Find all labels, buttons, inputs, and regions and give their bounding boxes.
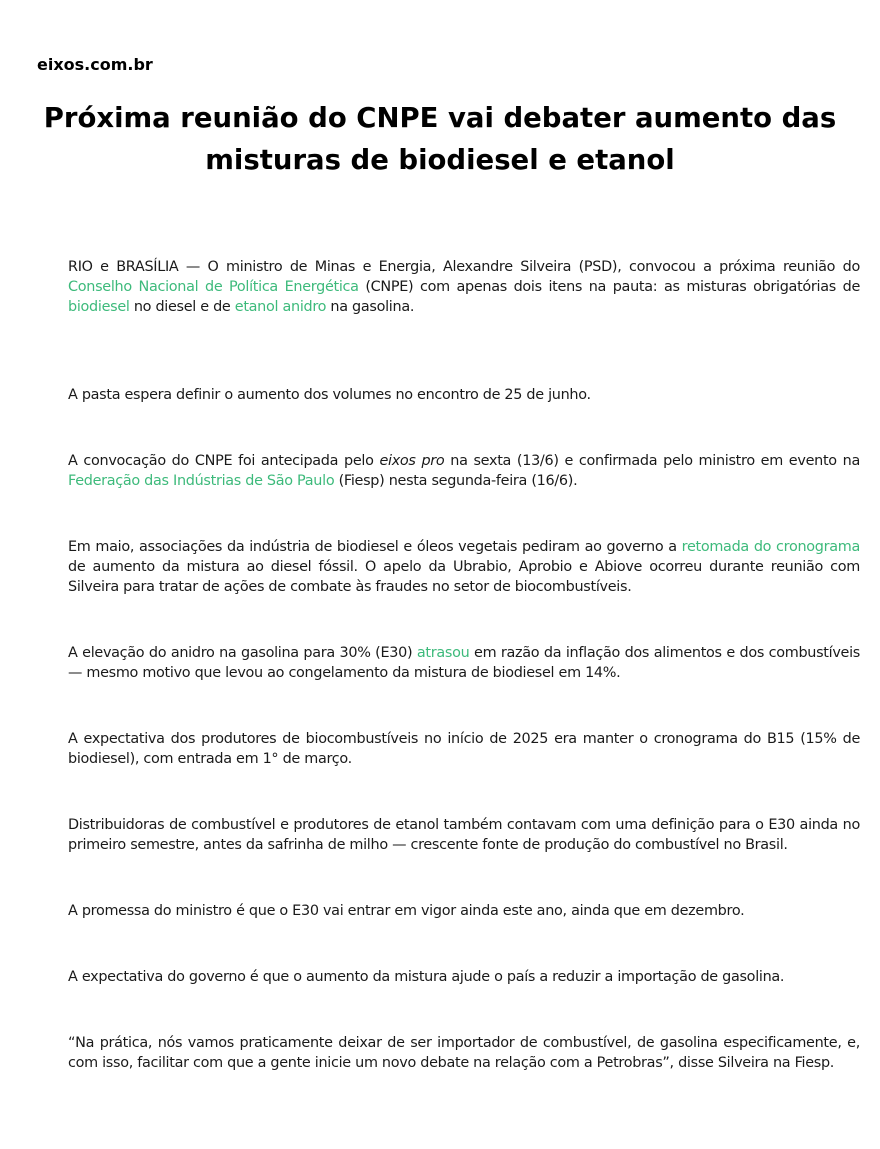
link-cnpe[interactable]: Conselho Nacional de Política Energética	[68, 279, 359, 295]
link-etanol-anidro[interactable]: etanol anidro	[234, 299, 327, 315]
paragraph-7: Distribuidoras de combustível e produtores de etanol também contavam com uma definição para o E30 ainda no primeiro semestre, antes da safrinha de milho — crescente fonte de produção do combustível no Brasil.	[68, 817, 860, 853]
paragraph-1-text-a: RIO e BRASÍLIA — O ministro de Minas e Energia, Alexandre Silveira (PSD), convocou a próxima reunião do	[68, 259, 860, 275]
paragraph-1-text-c: no diesel e de	[129, 299, 235, 315]
paragraph-5-text-b: em razão da inflação dos alimentos e dos combustíveis — mesmo motivo que levou ao congelamento da mistura de biodiesel em 14%.	[68, 645, 861, 681]
paragraph-3	[68, 451, 860, 491]
paragraph-6: A expectativa dos produtores de biocombustíveis no início de 2025 era manter o cronograma do B15 (15% de biodiesel), com entrada em 1° de março.	[68, 731, 860, 767]
paragraph-10: “Na prática, nós vamos praticamente deixar de ser importador de combustível, de gasolina especificamente, e, com isso, facilitar com que a gente inicie um novo debate na relação com a Petrobras”, disse Silveira na Fiesp.	[68, 1035, 860, 1071]
article-title: Próxima reunião do CNPE vai debater aumento das misturas de biodiesel e etanol	[43, 102, 837, 176]
paragraph-4-text-a: Em maio, associações da indústria de biodiesel e óleos vegetais pediram ao governo a	[68, 539, 682, 555]
paragraph-5-text-a: A elevação do anidro na gasolina para 30% (E30)	[68, 645, 417, 661]
paragraph-4	[68, 537, 860, 597]
site-domain: eixos.com.br	[37, 55, 153, 74]
paragraph-5	[68, 643, 860, 683]
paragraph-3-emphasis: eixos pro	[379, 453, 445, 469]
paragraph-2: A pasta espera definir o aumento dos volumes no encontro de 25 de junho.	[68, 387, 591, 403]
paragraph-1-text-b: (CNPE) com apenas dois itens na pauta: as misturas obrigatórias de	[358, 279, 860, 295]
paragraph-3-text-a: A convocação do CNPE foi antecipada pelo	[68, 453, 380, 469]
link-atrasou[interactable]: atrasou	[416, 645, 470, 661]
article-body	[68, 257, 860, 1073]
paragraph-8: A promessa do ministro é que o E30 vai entrar em vigor ainda este ano, ainda que em dezembro.	[68, 903, 745, 919]
paragraph-3-text-c: (Fiesp) nesta segunda-feira (16/6).	[334, 473, 578, 489]
link-retomada-cronograma[interactable]: retomada do cronograma	[681, 539, 860, 555]
link-biodiesel[interactable]: biodiesel	[68, 299, 130, 315]
paragraph-4-text-b: de aumento da mistura ao diesel fóssil. O apelo da Ubrabio, Aprobio e Abiove ocorreu durante reunião com Silveira para tratar de ações de combate às fraudes no setor de biocombustíveis.	[68, 559, 860, 595]
paragraph-3-text-b: na sexta (13/6) e confirmada pelo ministro em evento na	[444, 453, 860, 469]
paragraph-1	[68, 257, 860, 317]
paragraph-1-text-d: na gasolina.	[326, 299, 415, 315]
link-fiesp[interactable]: Federação das Indústrias de São Paulo	[68, 473, 335, 489]
paragraph-9: A expectativa do governo é que o aumento da mistura ajude o país a reduzir a importação de gasolina.	[68, 969, 785, 985]
